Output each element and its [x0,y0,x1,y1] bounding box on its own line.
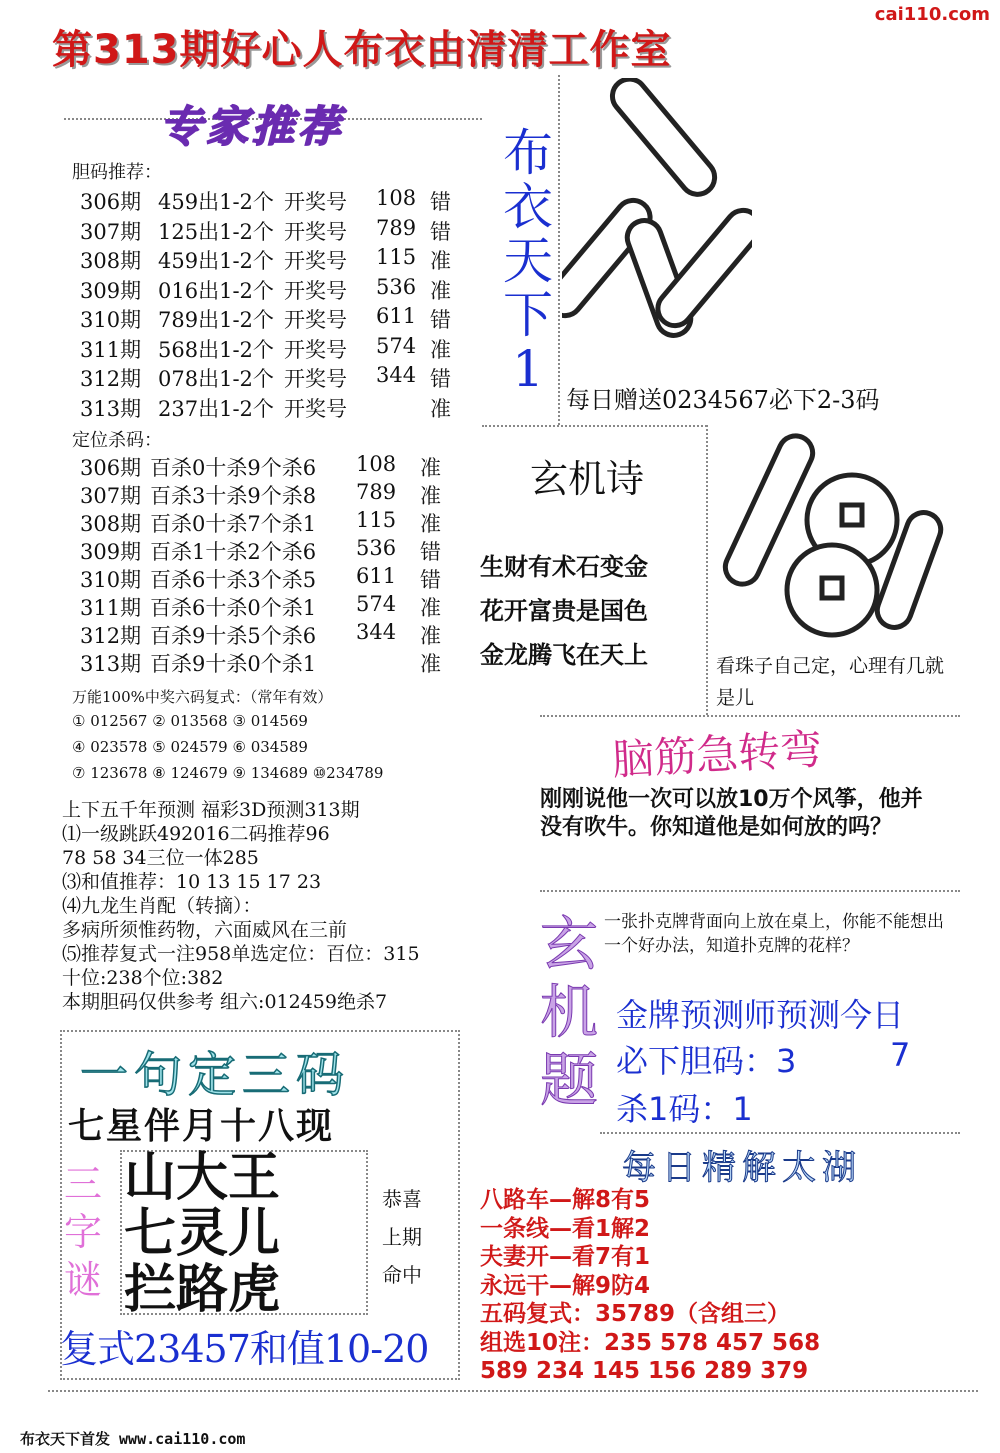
forecast-line: ⑴一级跳跃492016二码推荐96 [62,823,330,845]
brain-question: 刚刚说他一次可以放10万个风筝，他并没有吹牛。你知道他是如何放的吗？ [540,787,923,840]
divider [48,1390,978,1392]
result-cell: 准 [430,337,451,362]
rec-cell: 789出1-2个 [158,308,274,332]
page-title: 第313期好心人布衣由清清工作室 [52,27,672,73]
riddle-word: 山大王 [124,1147,281,1208]
period-cell: 306期 [80,456,142,480]
period-cell: 311期 [80,337,142,362]
number-cell: 108 [356,452,397,476]
period-cell: 312期 [80,624,142,648]
rec-cell: 125出1-2个 [158,219,274,244]
rec-cell: 百杀0十杀7个杀1 [150,512,317,536]
rec-cell: 568出1-2个 [158,337,274,362]
xuanji-char: 玄 [540,910,599,978]
period-cell: 313期 [80,652,142,676]
period-cell: 306期 [80,190,142,214]
period-cell: 313期 [80,396,142,421]
forecast-line: ⑸推荐复式一注958单选定位：百位：315 [62,943,420,965]
forecast-line: ⑶和值推荐：10 13 15 17 23 [62,871,322,893]
riddle-words [124,1147,281,1320]
divider [706,425,708,715]
fushi: 复式23457和值10-20 [60,1327,429,1371]
poem-line: 金龙腾飞在天上 [480,641,648,669]
dan-pick-value: 7 [890,1036,911,1074]
taihu-lines [480,1186,820,1386]
period-cell: 308期 [80,249,142,273]
rec-cell: 百杀1十杀2个杀6 [150,540,317,564]
draw-label: 开奖号 [284,249,347,273]
taihu-line: 组选10注：235 578 457 568 [480,1329,821,1356]
period-cell: 310期 [80,308,142,332]
draw-label: 开奖号 [284,337,347,362]
poem-lines [480,545,648,677]
number-cell: 115 [376,245,417,269]
six-line: ④ 023578 ⑤ 024579 ⑥ 034589 [72,738,308,756]
six-line: ⑦ 123678 ⑧ 124679 ⑨ 134689 ⑩234789 [72,764,384,782]
rec-cell: 459出1-2个 [158,190,274,214]
draw-label: 开奖号 [284,367,347,391]
expert-heading: 专家推荐 [160,102,345,151]
forecast-line: 上下五千年预测 福彩3D预测313期 [62,799,360,821]
buyi-char: 天 [503,232,553,290]
result-cell: 错 [430,308,451,332]
rec-cell: 百杀9十杀0个杀1 [150,652,317,676]
forecast-line: 多病所须惟药物，六面威风在三前 [62,919,348,941]
rec-cell: 百杀6十杀3个杀5 [150,568,317,592]
dan-table [80,186,480,426]
result-cell: 准 [420,652,441,676]
divider [540,715,960,717]
buyi-char: 1 [512,340,544,398]
riddle-label-char: 三 [64,1162,103,1206]
xuanji-char: 题 [540,1046,599,1114]
rec-cell: 百杀0十杀9个杀6 [150,456,317,480]
result-cell: 准 [430,396,451,421]
draw-label: 开奖号 [284,219,347,244]
period-cell: 309期 [80,540,142,564]
number-cell: 108 [376,186,417,210]
buyi-char: 下 [503,286,553,344]
poem-line: 生财有术石变金 [480,553,648,581]
number-cell: 789 [356,480,397,504]
rec-cell: 百杀9十杀5个杀6 [150,624,317,648]
rec-cell: 百杀6十杀0个杀1 [150,596,317,620]
forecast-line: 本期胆码仅供参考 组六:012459绝杀7 [62,991,388,1013]
riddle-word: 七灵儿 [124,1203,281,1264]
dan-label: 胆码推荐： [72,162,162,183]
buyi-char: 衣 [503,178,553,236]
abacus-image [562,78,752,378]
buyi-vertical [500,126,556,396]
taihu-line: 一条线—看1解2 [480,1215,651,1242]
congrats-line: 上期 [382,1225,422,1249]
number-cell: 574 [356,592,397,616]
daily-gift: 每日赠送0234567必下2-3码 [566,386,880,414]
draw-label: 开奖号 [284,308,347,332]
coins-image [712,430,952,640]
kill-pick: 杀1码：1 [616,1090,753,1128]
six-label: 万能100%中奖六码复式：（常年有效） [72,688,333,706]
taihu-line: 永远干—解9防4 [480,1272,651,1299]
result-cell: 准 [420,456,441,480]
buyi-char: 布 [503,124,553,182]
rec-cell: 016出1-2个 [158,278,274,303]
taihu-line: 五码复式：35789（含组三） [480,1301,791,1327]
result-cell: 错 [420,568,441,592]
result-cell: 错 [430,367,451,391]
number-cell: 611 [376,304,417,328]
taihu-line: 589 234 145 156 289 379 [480,1358,809,1384]
number-cell: 789 [376,215,417,240]
period-cell: 307期 [80,484,142,508]
taihu-line: 八路车—解8有5 [480,1187,651,1213]
forecast-line: 十位:238个位:382 [62,967,224,989]
divider [600,1132,960,1134]
number-cell: 536 [356,536,397,560]
rec-cell: 百杀3十杀9个杀8 [150,484,317,508]
draw-label: 开奖号 [284,278,347,303]
result-cell: 错 [420,540,441,564]
draw-label: 开奖号 [284,190,347,214]
period-cell: 307期 [80,219,142,244]
rec-cell: 459出1-2个 [158,249,274,273]
forecast-block [62,798,420,1014]
kill-table [80,452,480,682]
number-cell: 574 [376,333,417,358]
riddle-label-char: 谜 [64,1258,103,1302]
result-cell: 准 [420,624,441,648]
six-line: ① 012567 ② 013568 ③ 014569 [72,712,308,730]
gold-title: 金牌预测师预测今日 [616,996,905,1034]
kill-label: 定位杀码： [72,430,162,451]
yiju-heading: 一句定三码 [80,1047,351,1103]
poem-heading: 玄机诗 [530,457,645,501]
divider [482,425,707,427]
number-cell: 344 [376,363,417,387]
result-cell: 准 [430,249,451,273]
period-cell: 311期 [80,596,142,620]
divider [558,75,560,425]
taihu-heading: 每日精解太湖 [622,1148,862,1188]
period-cell: 308期 [80,512,142,536]
number-cell: 536 [376,274,417,299]
xuanji-heading [540,910,598,1114]
poem-line: 花开富贵是国色 [480,597,648,625]
congrats-line: 恭喜 [382,1187,422,1211]
result-cell: 准 [430,278,451,303]
congrats [382,1180,422,1294]
brain-heading: 脑筋急转弯 [610,724,824,785]
forecast-line: 78 58 34三位一体285 [62,847,259,869]
result-cell: 错 [430,190,451,214]
number-cell: 115 [356,508,397,532]
result-cell: 错 [430,219,451,244]
period-cell: 309期 [80,278,142,303]
result-cell: 准 [420,484,441,508]
yiju-phrase: 七星伴月十八现 [68,1106,335,1147]
number-cell: 611 [356,564,397,588]
draw-label: 开奖号 [284,396,347,421]
xuanji-char: 机 [540,978,599,1046]
rec-cell: 078出1-2个 [158,367,274,391]
result-cell: 准 [420,512,441,536]
riddle-word: 拦路虎 [124,1259,281,1320]
xuanji-question: 一张扑克牌背面向上放在桌上，你能不能想出一个好办法，知道扑克牌的花样？ [604,912,944,956]
riddle-label [64,1160,102,1304]
rec-cell: 237出1-2个 [158,396,274,421]
forecast-line: ⑷九龙生肖配（转摘）： [62,895,262,917]
divider [540,890,960,892]
congrats-line: 命中 [382,1263,422,1287]
poem-note: 看珠子自己定，心理有几就是儿 [716,655,945,709]
result-cell: 准 [420,596,441,620]
site-link[interactable]: cai110.com [874,4,990,25]
dan-pick: 必下胆码：3 [616,1042,797,1080]
taihu-line: 夫妻开—看7有1 [480,1244,651,1270]
period-cell: 312期 [80,367,142,391]
footer: 布衣天下首发 www.cai110.com [20,1430,246,1448]
riddle-label-char: 字 [64,1210,103,1254]
number-cell: 344 [356,620,397,644]
period-cell: 310期 [80,568,142,592]
